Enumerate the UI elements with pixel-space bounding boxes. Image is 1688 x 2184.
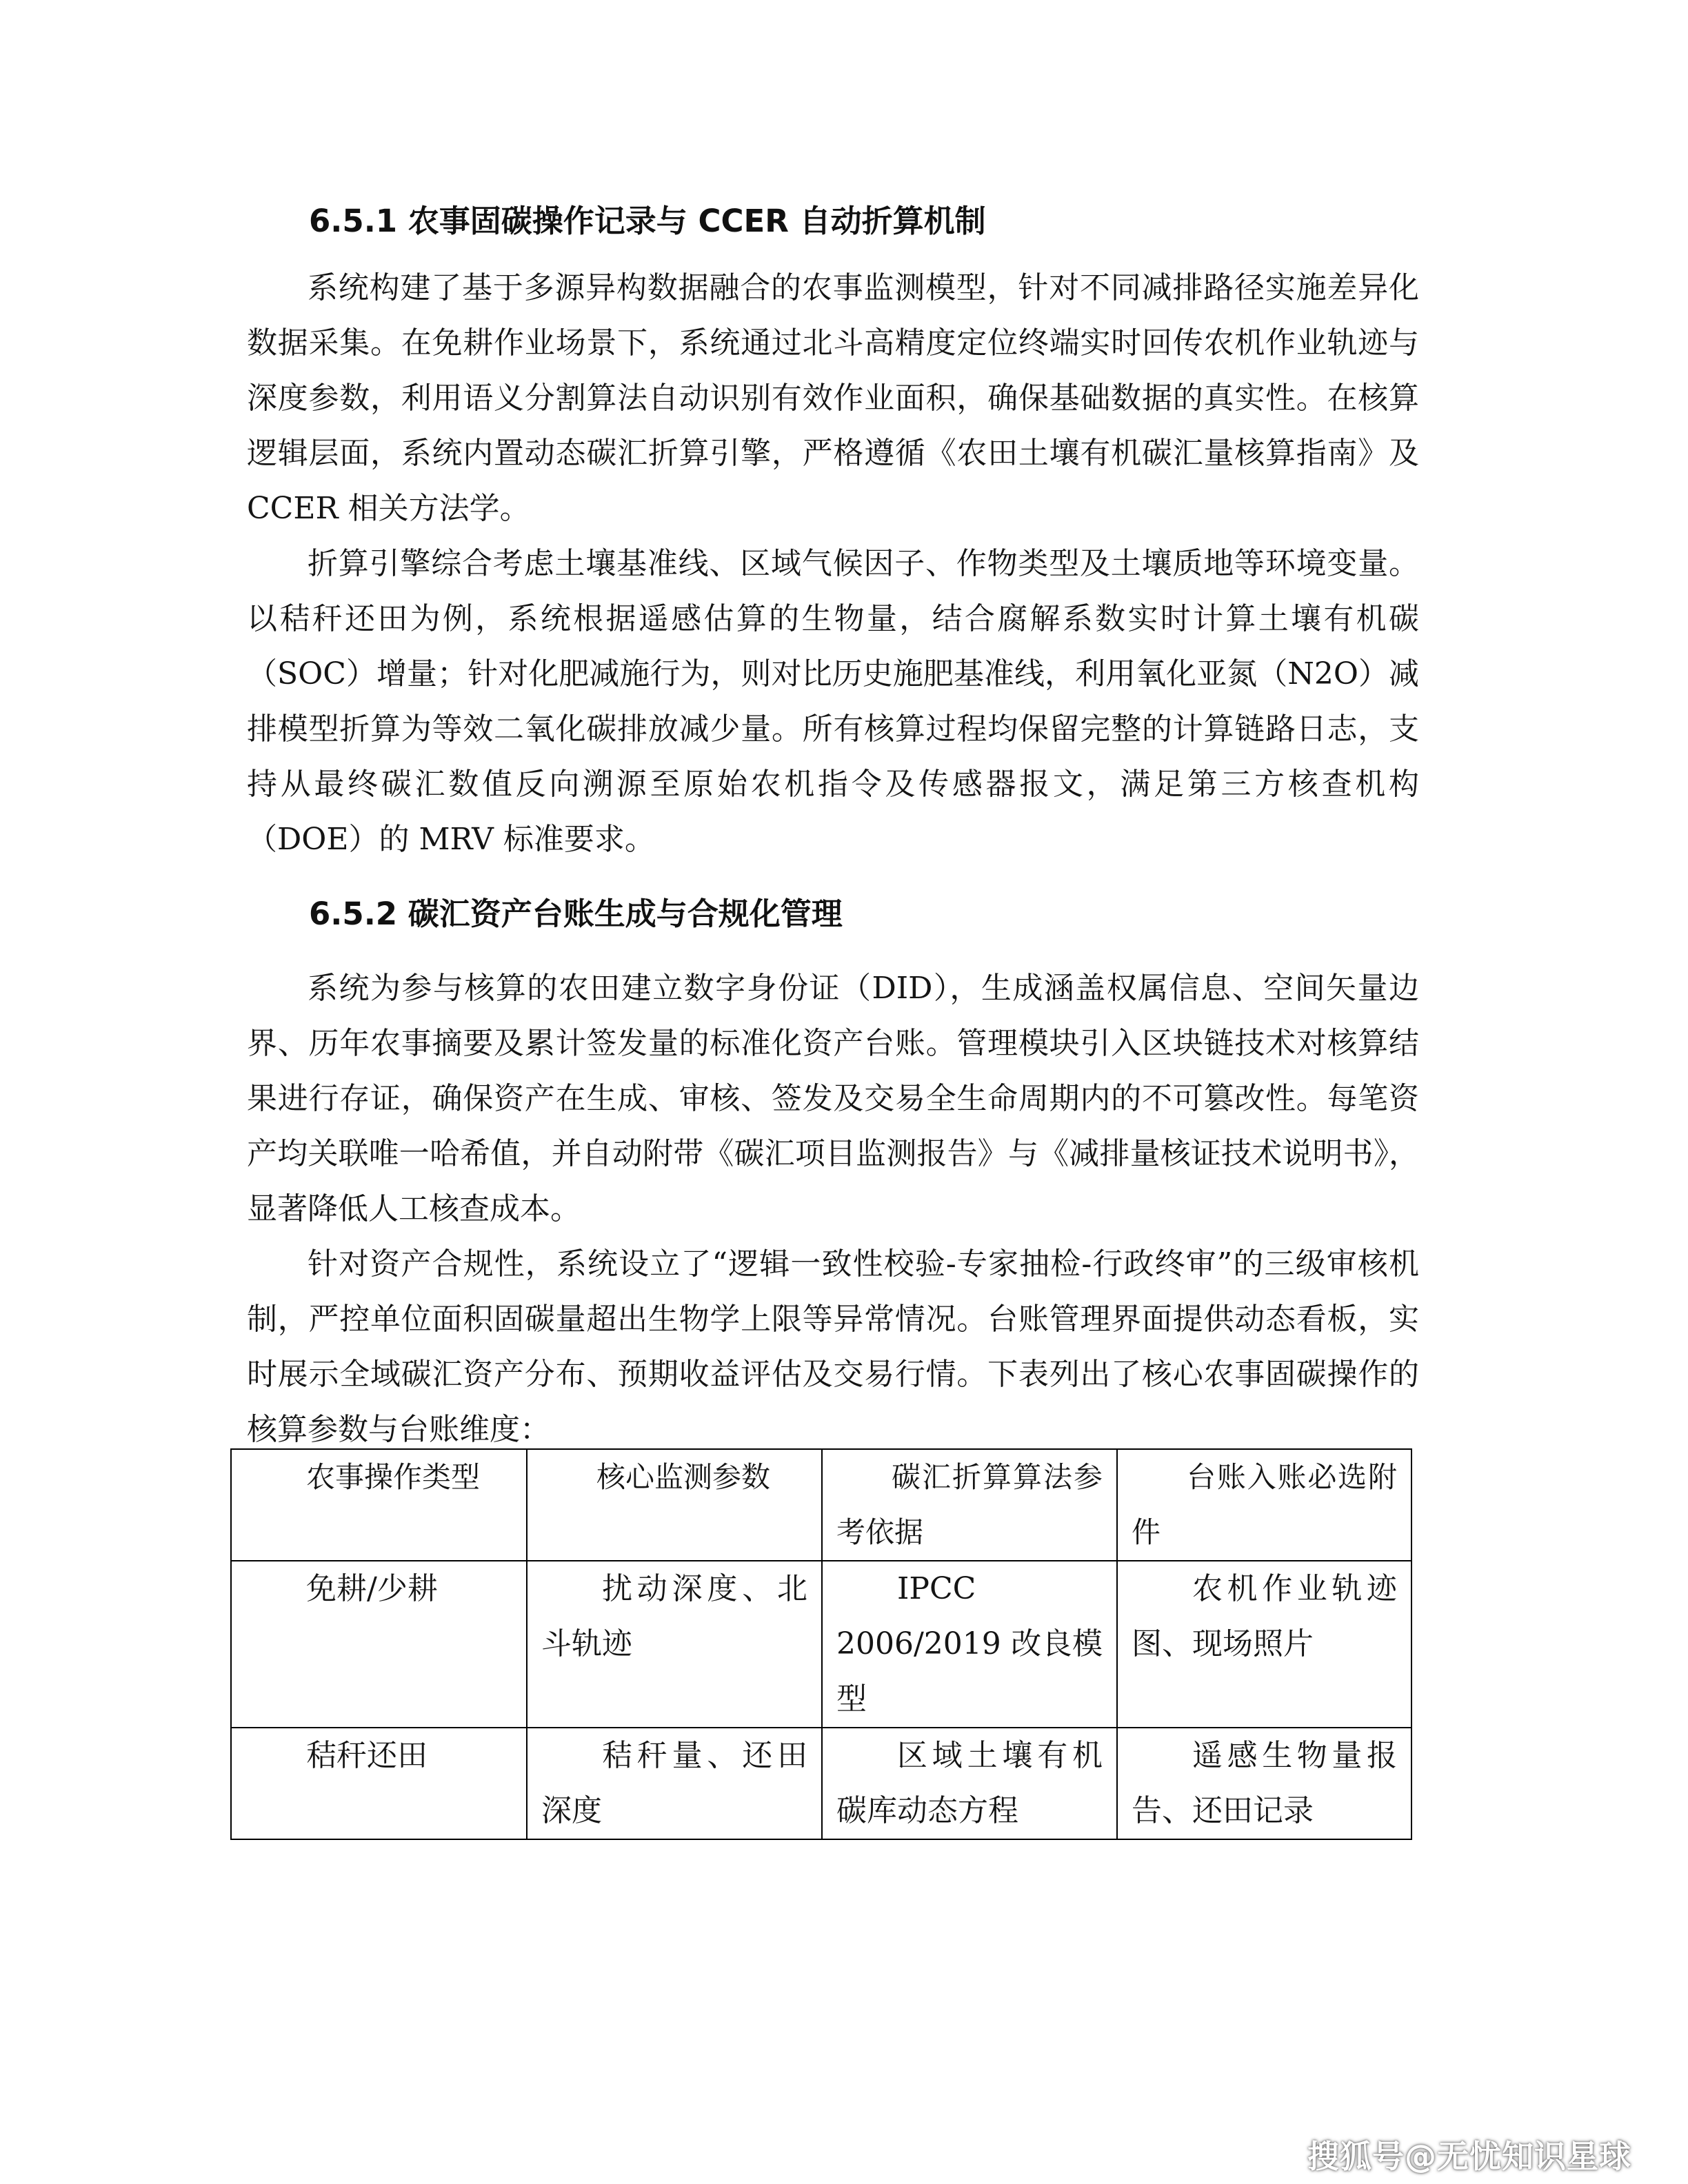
table-cell: 遥感生物量报告、还田记录 <box>1117 1728 1411 1839</box>
table-header-cell: 碳汇折算算法参考依据 <box>822 1449 1117 1561</box>
table-cell: 区域土壤有机碳库动态方程 <box>822 1728 1117 1839</box>
table-header-row <box>231 1449 1411 1561</box>
table-header-cell: 农事操作类型 <box>231 1449 527 1561</box>
table-header-cell: 台账入账必选附件 <box>1117 1449 1411 1561</box>
section1-paragraph-2: 折算引擎综合考虑土壤基准线、区域气候因子、作物类型及土壤质地等环境变量。以秸秆还田为例，系统根据遥感估算的生物量，结合腐解系数实时计算土壤有机碳（SOC）增量；针对化肥减施行为，则对比历史施肥基准线，利用氧化亚氮（N2O）减排模型折算为等效二氧化碳排放减少量。所有核算过程均保留完整的计算链路日志，支持从最终碳汇数值反向溯源至原始农机指令及传感器报文，满足第三方核查机构（DOE）的 MRV 标准要求。 <box>247 546 1419 857</box>
table-cell: 农机作业轨迹图、现场照片 <box>1117 1561 1411 1728</box>
section2-paragraph-2: 针对资产合规性，系统设立了“逻辑一致性校验-专家抽检-行政终审”的三级审核机制，严控单位面积固碳量超出生物学上限等异常情况。台账管理界面提供动态看板，实时展示全域碳汇资产分布、预期收益评估及交易行情。下表列出了核心农事固碳操作的核算参数与台账维度： <box>247 1246 1419 1447</box>
table-row <box>231 1561 1411 1728</box>
table-cell: IPCC 2006/2019 改良模型 <box>822 1561 1117 1728</box>
table-cell: 秸秆还田 <box>231 1728 527 1839</box>
table-header-cell: 核心监测参数 <box>527 1449 822 1561</box>
table-cell: 扰动深度、北斗轨迹 <box>527 1561 822 1728</box>
accounting-parameters-table <box>230 1448 1412 1840</box>
section-heading-6-5-2: 6.5.2 碳汇资产台账生成与合规化管理 <box>309 896 843 932</box>
table-row <box>231 1728 1411 1839</box>
watermark: 搜狐号@无忧知识星球 <box>1307 2138 1631 2175</box>
table-cell: 秸秆量、还田深度 <box>527 1728 822 1839</box>
section-heading-6-5-1: 6.5.1 农事固碳操作记录与 CCER 自动折算机制 <box>309 203 986 239</box>
section1-paragraph-1: 系统构建了基于多源异构数据融合的农事监测模型，针对不同减排路径实施差异化数据采集。在免耕作业场景下，系统通过北斗高精度定位终端实时回传农机作业轨迹与深度参数，利用语义分割算法自动识别有效作业面积，确保基础数据的真实性。在核算逻辑层面，系统内置动态碳汇折算引擎，严格遵循《农田土壤有机碳汇量核算指南》及 CCER 相关方法学。 <box>247 270 1419 526</box>
table-cell: 免耕/少耕 <box>231 1561 527 1728</box>
section2-paragraph-1: 系统为参与核算的农田建立数字身份证（DID），生成涵盖权属信息、空间矢量边界、历年农事摘要及累计签发量的标准化资产台账。管理模块引入区块链技术对核算结果进行存证，确保资产在生成、审核、签发及交易全生命周期内的不可篡改性。每笔资产均关联唯一哈希值，并自动附带《碳汇项目监测报告》与《减排量核证技术说明书》，显著降低人工核查成本。 <box>247 971 1419 1226</box>
